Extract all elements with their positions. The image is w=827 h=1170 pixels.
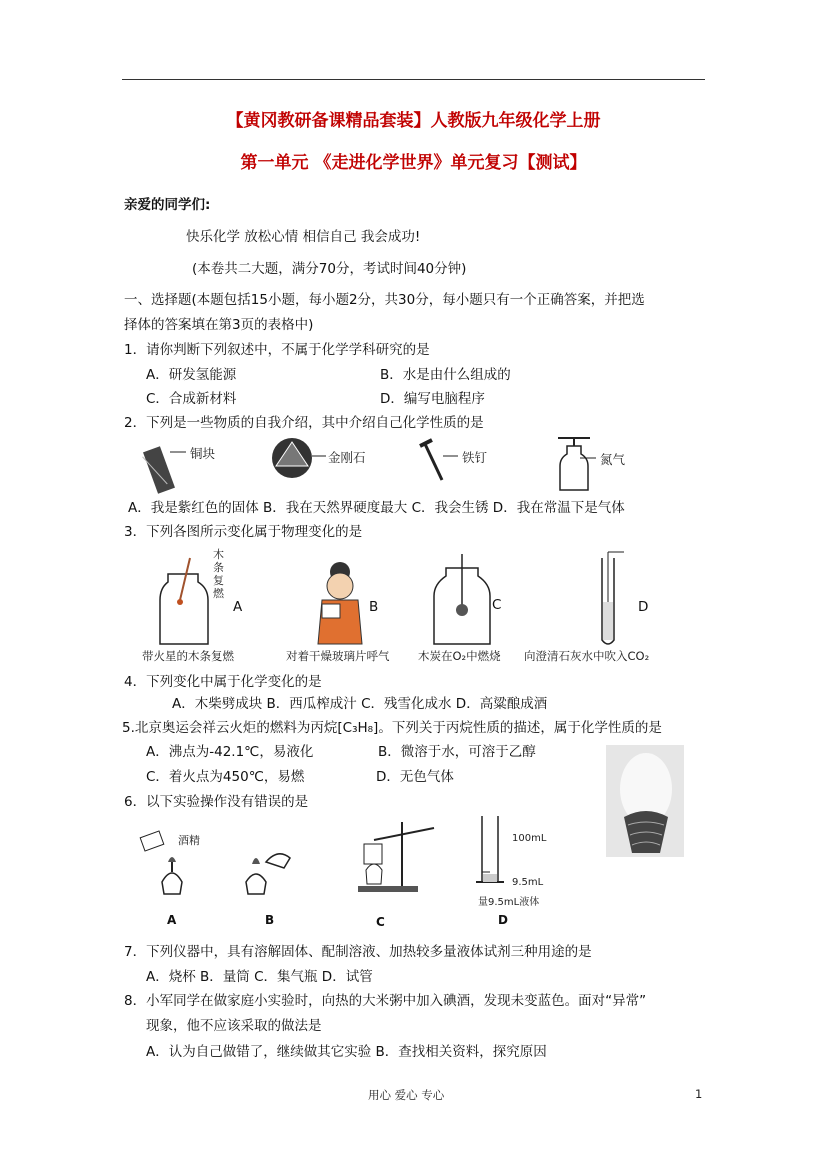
q2-label-diamond: 金刚石 <box>328 450 366 465</box>
q2-label-nail: 铁钉 <box>462 450 488 465</box>
copper-block-figure <box>143 446 186 494</box>
page-number: 1 <box>695 1087 703 1101</box>
q8-stem: 8．小军同学在做家庭小实验时，向热的大米粥中加入碘酒，发现未变蓝色。面对“异常” <box>124 993 647 1009</box>
q6-figure-b <box>246 854 290 894</box>
q2-label-copper: 铜块 <box>190 446 216 461</box>
q3-stem: 3．下列各图所示变化属于物理变化的是 <box>124 524 363 540</box>
q3-figures <box>150 552 670 652</box>
q3-letter-d: D <box>638 599 649 615</box>
q3-letter-c: C <box>492 597 502 613</box>
q3-figure-b <box>318 562 362 644</box>
q1-option-c: C．合成新材料 <box>146 391 237 407</box>
q3-figure-a <box>160 558 208 644</box>
q3-fig-a-text: 木条复燃 <box>213 548 224 600</box>
section-heading-cont: 择体的答案填在第3页的表格中) <box>124 317 314 333</box>
motto: 快乐化学 放松心情 相信自己 我会成功! <box>186 229 421 245</box>
gas-bottle-figure <box>558 438 596 490</box>
q6-letter-c: C <box>376 915 385 929</box>
q3-letter-a: A <box>233 599 243 615</box>
q6-letter-a: A <box>167 913 177 927</box>
q3-figure-d <box>602 552 624 644</box>
q6-figure-a <box>140 831 182 894</box>
q6-cylinder-top: 100mL <box>512 833 547 844</box>
q6-cylinder-bottom: 9.5mL <box>512 877 544 888</box>
q8-options: A．认为自己做错了，继续做其它实验 B．查找相关资料，探究原因 <box>146 1044 547 1060</box>
q3-caption-d: 向澄清石灰水中吹入CO₂ <box>524 649 650 663</box>
q1-option-a: A．研发氢能源 <box>146 367 237 383</box>
greeting: 亲爱的同学们: <box>124 197 211 213</box>
footer-text: 用心 爱心 专心 <box>368 1088 445 1102</box>
header-rule <box>122 79 705 80</box>
q5-option-d: D．无色气体 <box>376 769 454 785</box>
q2-options: A．我是紫红色的固体 B．我在天然界硬度最大 C．我会生锈 D．我在常温下是气体 <box>128 500 625 516</box>
q5-option-b: B．微溶于水，可溶于乙醇 <box>378 744 536 760</box>
exam-note: (本卷共二大题，满分70分，考试时间40分钟) <box>192 261 467 277</box>
doc-subtitle: 第一单元 《走进化学世界》单元复习【测试】 <box>240 153 587 173</box>
q2-label-nitrogen: 氮气 <box>600 452 626 467</box>
q6-figure-c <box>358 822 434 892</box>
q5-stem: 5.北京奥运会祥云火炬的燃料为丙烷[C₃H₈]。下列关于丙烷性质的描述，属于化学性质的是 <box>122 720 662 736</box>
q6-letter-b: B <box>265 913 275 927</box>
q6-stem: 6．以下实验操作没有错误的是 <box>124 794 309 810</box>
q6-figure-d <box>476 816 504 882</box>
q6-cylinder-caption: 量9.5mL液体 <box>478 897 540 908</box>
q1-stem: 1．请你判断下列叙述中，不属于化学学科研究的是 <box>124 342 430 358</box>
doc-title: 【黄冈教研备课精品套装】人教版九年级化学上册 <box>226 111 601 131</box>
q2-stem: 2．下列是一些物质的自我介绍，其中介绍自己化学性质的是 <box>124 415 484 431</box>
q5-option-c: C．着火点为450℃，易燃 <box>146 769 305 785</box>
q7-options: A．烧杯 B．量筒 C．集气瓶 D．试管 <box>146 969 373 985</box>
q1-option-d: D．编写电脑程序 <box>380 391 485 407</box>
torch-photo <box>606 745 684 857</box>
iron-nail-figure <box>420 440 458 480</box>
q6-letter-d: D <box>498 913 508 927</box>
q3-figure-c <box>434 554 490 644</box>
q3-caption-c: 木炭在O₂中燃烧 <box>418 649 501 663</box>
q3-caption-b: 对着干燥玻璃片呼气 <box>286 649 390 663</box>
q3-letter-b: B <box>369 599 379 615</box>
q4-stem: 4．下列变化中属于化学变化的是 <box>124 674 322 690</box>
q3-caption-a: 带火星的木条复燃 <box>142 649 234 663</box>
q4-options: A．木柴劈成块 B．西瓜榨成汁 C．残雪化成水 D．高粱酿成酒 <box>172 696 548 712</box>
section-heading: 一、选择题(本题包括15小题，每小题2分，共30分，每小题只有一个正确答案，并把选 <box>124 292 645 308</box>
q5-option-a: A．沸点为-42.1℃，易液化 <box>146 744 314 760</box>
q6-label-alcohol: 酒精 <box>178 834 200 847</box>
q8-stem-cont: 现象，他不应该采取的做法是 <box>146 1018 322 1034</box>
q7-stem: 7．下列仪器中，具有溶解固体、配制溶液、加热较多量液体试剂三种用途的是 <box>124 944 592 960</box>
diamond-figure <box>272 438 326 478</box>
q1-option-b: B．水是由什么组成的 <box>380 367 511 383</box>
